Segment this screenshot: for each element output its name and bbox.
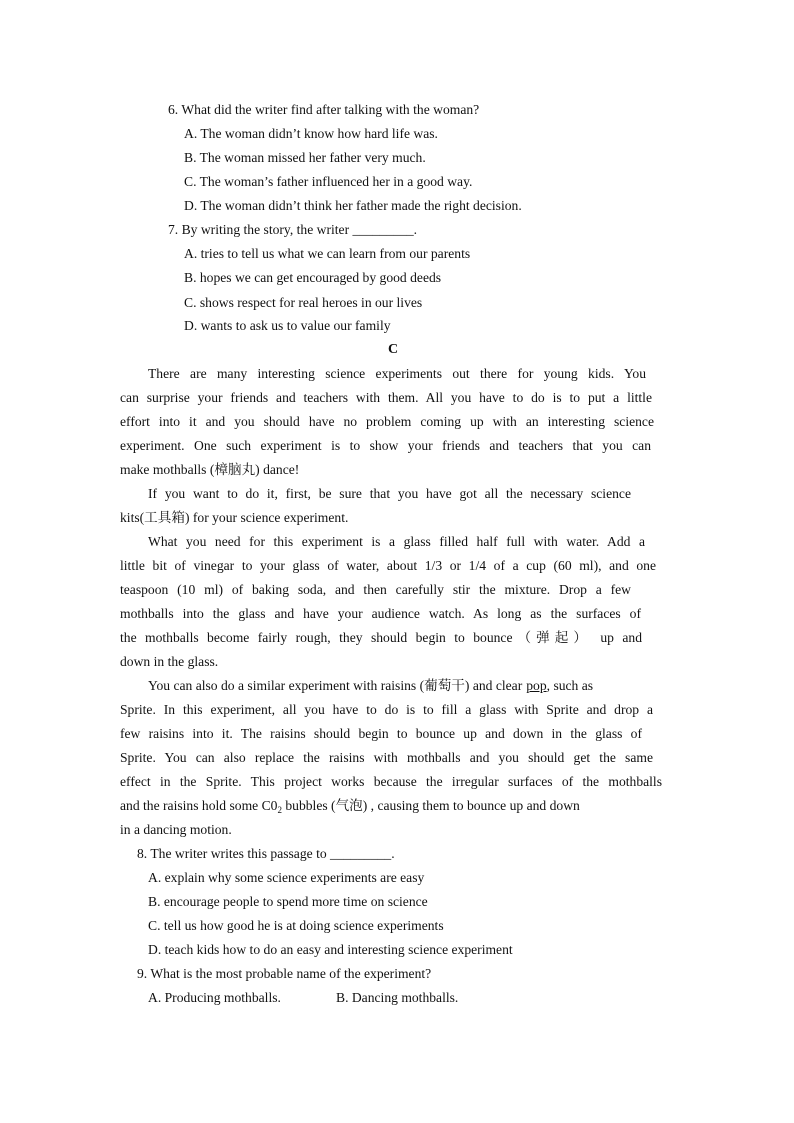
question-7-option-a: A. tries to tell us what we can learn from our parents bbox=[184, 246, 471, 261]
question-8-option-c: C. tell us how good he is at doing science experiments bbox=[148, 918, 444, 933]
section-title: C bbox=[388, 342, 399, 357]
question-8-option-b: B. encourage people to spend more time on science bbox=[148, 894, 428, 909]
question-7-option-d: D. wants to ask us to value our family bbox=[184, 318, 391, 333]
question-6-option-a: A. The woman didn’t know how hard life was. bbox=[184, 126, 438, 141]
passage-line: effort into it and you should have no problem coming up with an interesting science bbox=[120, 414, 654, 429]
passage-line: in a dancing motion. bbox=[120, 822, 232, 837]
question-6-option-d: D. The woman didn’t think her father made the right decision. bbox=[184, 198, 522, 213]
question-8-option-d: D. teach kids how to do an easy and interesting science experiment bbox=[148, 942, 513, 957]
passage-line: experiment. One such experiment is to show your friends and teachers that you can bbox=[120, 438, 651, 453]
passage-text: You can also do a similar experiment with raisins (葡萄干) and clear bbox=[148, 678, 523, 693]
passage-line: effect in the Sprite. This project works because the irregular surfaces of the mothballs bbox=[120, 774, 662, 789]
question-8-stem: 8. The writer writes this passage to _________. bbox=[137, 846, 395, 861]
passage-line: What you need for this experiment is a glass filled half full with water. Add a bbox=[148, 534, 645, 549]
passage-line: the mothballs become fairly rough, they should begin to bounce（弹起） up and bbox=[120, 630, 642, 645]
question-7-option-c: C. shows respect for real heroes in our lives bbox=[184, 295, 423, 310]
subscript: 2 bbox=[277, 805, 282, 815]
passage-line: little bit of vinegar to your glass of water, about 1/3 or 1/4 of a cup (60 ml), and one bbox=[120, 558, 656, 573]
passage-line: can surprise your friends and teachers with them. All you have to do is to put a little bbox=[120, 390, 652, 405]
question-7-stem: 7. By writing the story, the writer _________. bbox=[168, 222, 418, 237]
passage-line: few raisins into it. The raisins should begin to bounce up and down in the glass of bbox=[120, 726, 642, 741]
question-6-option-b: B. The woman missed her father very much. bbox=[184, 150, 426, 165]
passage-line: down in the glass. bbox=[120, 654, 219, 669]
question-9-stem: 9. What is the most probable name of the experiment? bbox=[137, 966, 432, 981]
passage-line: Sprite. In this experiment, all you have to do is to fill a glass with Sprite and drop a bbox=[120, 702, 653, 717]
question-9-option-b: B. Dancing mothballs. bbox=[336, 990, 459, 1005]
passage-line: kits(工具箱) for your science experiment. bbox=[120, 510, 349, 525]
question-6-option-c: C. The woman’s father influenced her in a good way. bbox=[184, 174, 473, 189]
passage-line: teaspoon (10 ml) of baking soda, and then carefully stir the mixture. Drop a few bbox=[120, 582, 631, 597]
passage-text: , such as bbox=[546, 678, 594, 693]
passage-line: mothballs into the glass and have your audience watch. As long as the surfaces of bbox=[120, 606, 641, 621]
question-8-option-a: A. explain why some science experiments are easy bbox=[148, 870, 425, 885]
passage-line: Sprite. You can also replace the raisins with mothballs and you should get the same bbox=[120, 750, 653, 765]
passage-line: There are many interesting science experiments out there for young kids. You bbox=[148, 366, 646, 381]
passage-text: and the raisins hold some C0 bbox=[120, 798, 278, 813]
passage-line: If you want to do it, first, be sure that you have got all the necessary science bbox=[148, 486, 631, 501]
question-6-stem: 6. What did the writer find after talking with the woman? bbox=[168, 102, 480, 117]
question-9-option-a: A. Producing mothballs. bbox=[148, 990, 281, 1005]
passage-text: bubbles (气泡) , causing them to bounce up and down bbox=[281, 798, 580, 813]
question-7-option-b: B. hopes we can get encouraged by good deeds bbox=[184, 270, 442, 285]
pop-word: pop bbox=[526, 678, 547, 693]
passage-line bbox=[120, 797, 580, 815]
passage-line: make mothballs (樟脑丸) dance! bbox=[120, 462, 300, 477]
passage-line bbox=[148, 677, 593, 695]
